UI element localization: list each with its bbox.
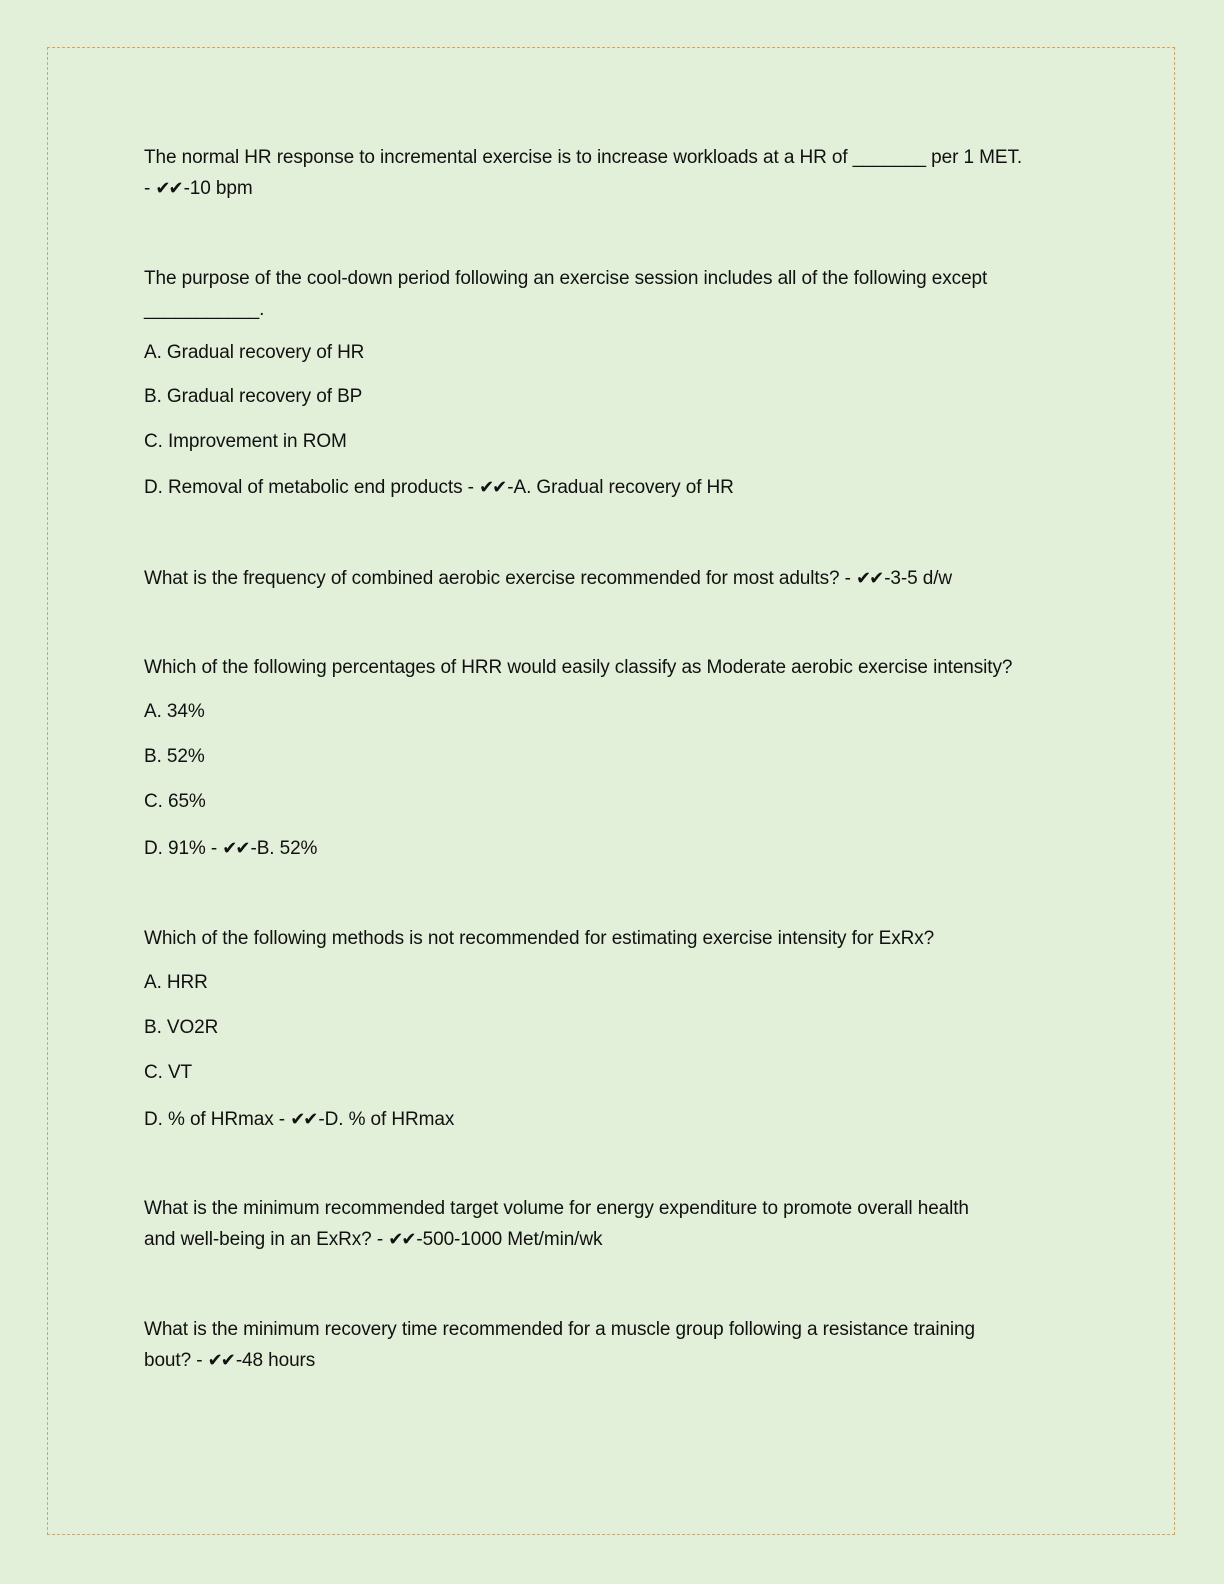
question-7-text: What is the minimum recovery time recommended for a muscle group following a resistance training bbox=[144, 1319, 975, 1340]
question-1-answer: -10 bpm bbox=[183, 178, 253, 199]
double-check-icon: ✔✔ bbox=[479, 477, 506, 498]
option-d-with-answer bbox=[144, 472, 734, 503]
option-a: A. 34% bbox=[144, 701, 205, 722]
question-7-answer: -48 hours bbox=[235, 1350, 316, 1371]
question-6-text-cont: and well-being in an ExRx? - bbox=[144, 1229, 389, 1250]
question-6-answer: -500-1000 Met/min/wk bbox=[416, 1229, 603, 1250]
question-1 bbox=[144, 142, 1022, 204]
option-b: B. 52% bbox=[144, 746, 205, 767]
question-1-text: The normal HR response to incremental exercise is to increase workloads at a HR of _______ per 1 MET. bbox=[144, 147, 1023, 168]
question-3-text-with-answer bbox=[144, 563, 1084, 594]
option-b: B. Gradual recovery of BP bbox=[144, 386, 363, 407]
double-check-icon: ✔✔ bbox=[290, 1109, 317, 1130]
option-d: D. % of HRmax - bbox=[144, 1109, 291, 1130]
option-d-with-answer bbox=[144, 1104, 454, 1135]
question-1-answer-line bbox=[144, 173, 1022, 204]
question-5-text: Which of the following methods is not recommended for estimating exercise intensity for ExRx? bbox=[144, 928, 935, 949]
question-6-text-with-answer bbox=[144, 1224, 1084, 1255]
question-2-answer: -A. Gradual recovery of HR bbox=[507, 477, 734, 498]
question-7-text-with-answer bbox=[144, 1345, 1084, 1376]
question-5 bbox=[144, 923, 1084, 1130]
question-2 bbox=[144, 263, 1084, 498]
double-check-icon: ✔✔ bbox=[155, 178, 182, 199]
option-d: D. Removal of metabolic end products - bbox=[144, 477, 480, 498]
double-check-icon: ✔✔ bbox=[222, 838, 249, 859]
question-6-text: What is the minimum recommended target volume for energy expenditure to promote overall health bbox=[144, 1198, 969, 1219]
question-4-text: Which of the following percentages of HRR would easily classify as Moderate aerobic exercise intensity? bbox=[144, 657, 1013, 678]
option-c: C. 65% bbox=[144, 791, 206, 812]
question-5-answer: -D. % of HRmax bbox=[318, 1109, 455, 1130]
option-d: D. 91% - bbox=[144, 838, 223, 859]
answer-prefix: - bbox=[144, 178, 156, 199]
question-7 bbox=[144, 1314, 1084, 1376]
question-3 bbox=[144, 563, 1084, 594]
question-4 bbox=[144, 652, 1084, 859]
question-6 bbox=[144, 1193, 1084, 1255]
option-a: A. Gradual recovery of HR bbox=[144, 342, 365, 363]
question-3-text: What is the frequency of combined aerobic exercise recommended for most adults? - bbox=[144, 568, 857, 589]
double-check-icon: ✔✔ bbox=[856, 568, 883, 589]
option-b: B. VO2R bbox=[144, 1017, 219, 1038]
option-c: C. VT bbox=[144, 1062, 193, 1083]
double-check-icon: ✔✔ bbox=[207, 1350, 234, 1371]
option-c: C. Improvement in ROM bbox=[144, 431, 347, 452]
question-2-blank: ___________. bbox=[144, 299, 265, 320]
option-a: A. HRR bbox=[144, 972, 208, 993]
question-7-text-cont: bout? - bbox=[144, 1350, 208, 1371]
double-check-icon: ✔✔ bbox=[388, 1229, 415, 1250]
option-d-with-answer bbox=[144, 833, 317, 864]
question-4-answer: -B. 52% bbox=[250, 838, 318, 859]
question-3-answer: -3-5 d/w bbox=[884, 568, 953, 589]
question-2-text: The purpose of the cool-down period following an exercise session includes all of the following except bbox=[144, 268, 988, 289]
